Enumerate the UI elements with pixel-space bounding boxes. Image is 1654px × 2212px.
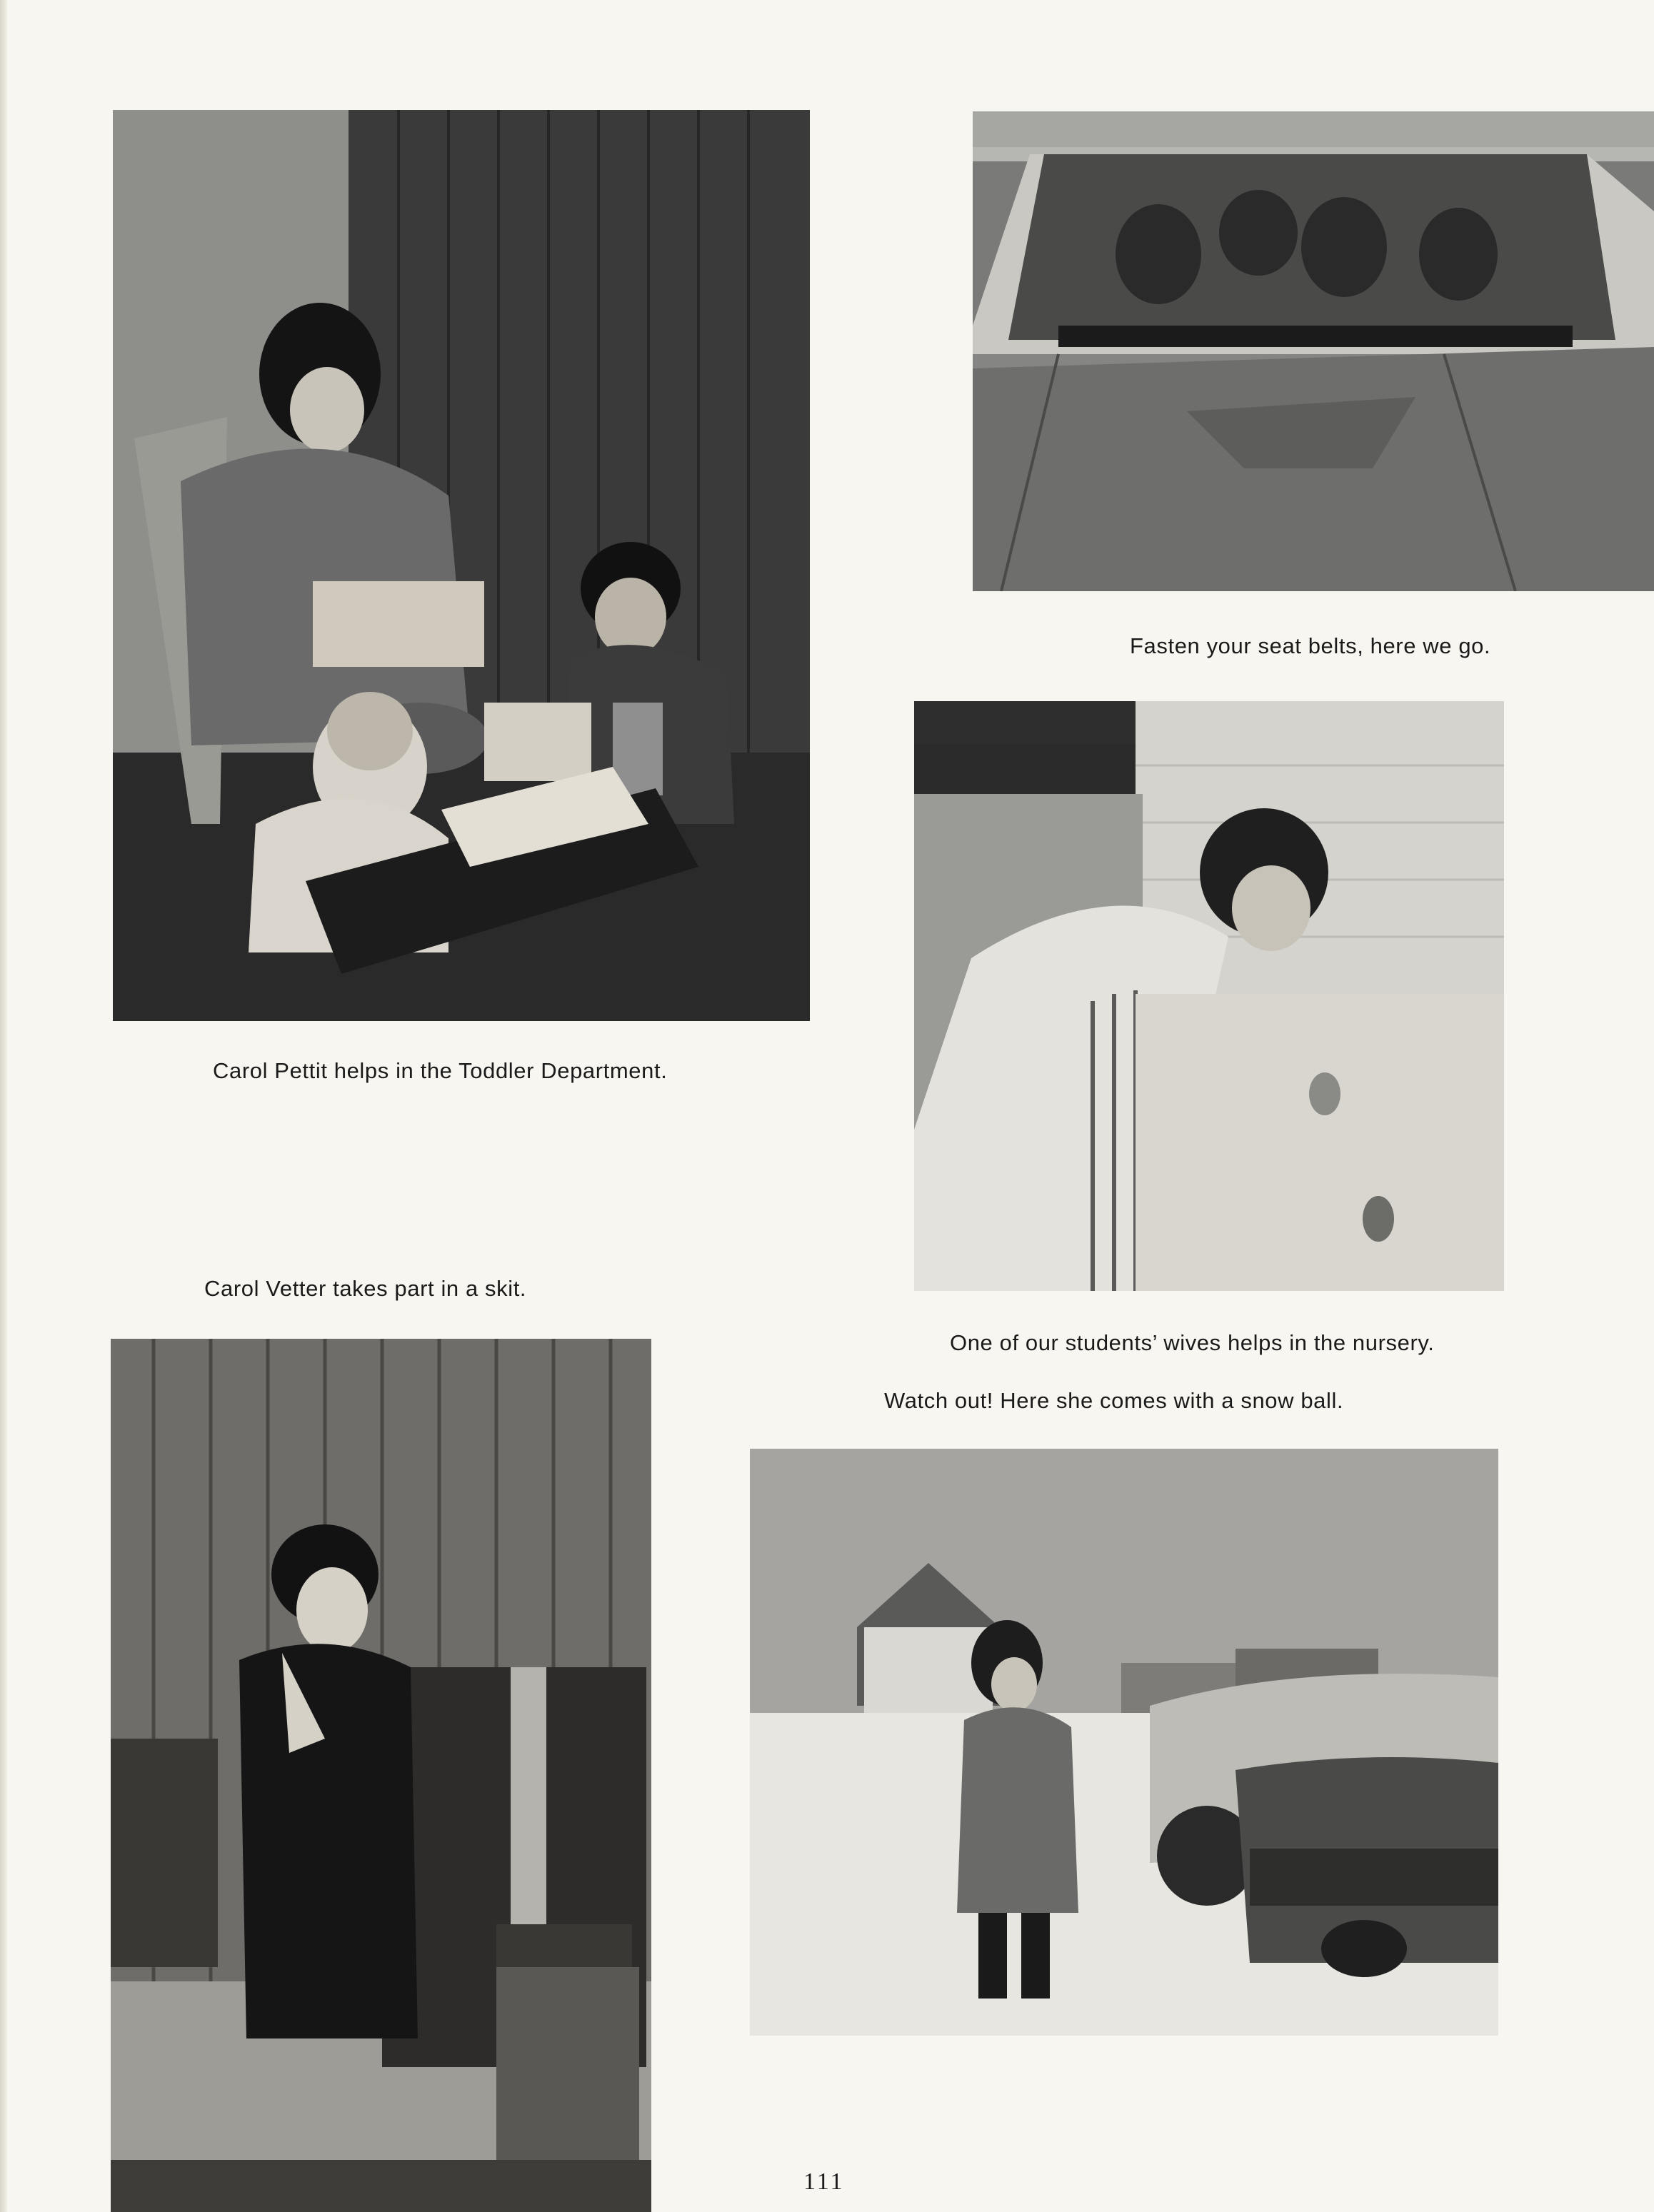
car-caption: Fasten your seat belts, here we go. [1130,633,1491,658]
nursery-photo [914,701,1504,1291]
car-photo [973,111,1654,591]
toddler-department-photo [113,110,810,1021]
snowball-caption: Watch out! Here she comes with a snow ball. [884,1388,1344,1413]
page-number: 111 [803,2168,845,2195]
page-binding-edge [0,0,7,2212]
toddler-department-caption: Carol Pettit helps in the Toddler Department. [213,1058,668,1083]
snowball-photo [750,1449,1498,2036]
skit-caption: Carol Vetter takes part in a skit. [204,1276,527,1301]
skit-photo [111,1339,651,2212]
nursery-caption: One of our students’ wives helps in the nursery. [950,1330,1435,1355]
